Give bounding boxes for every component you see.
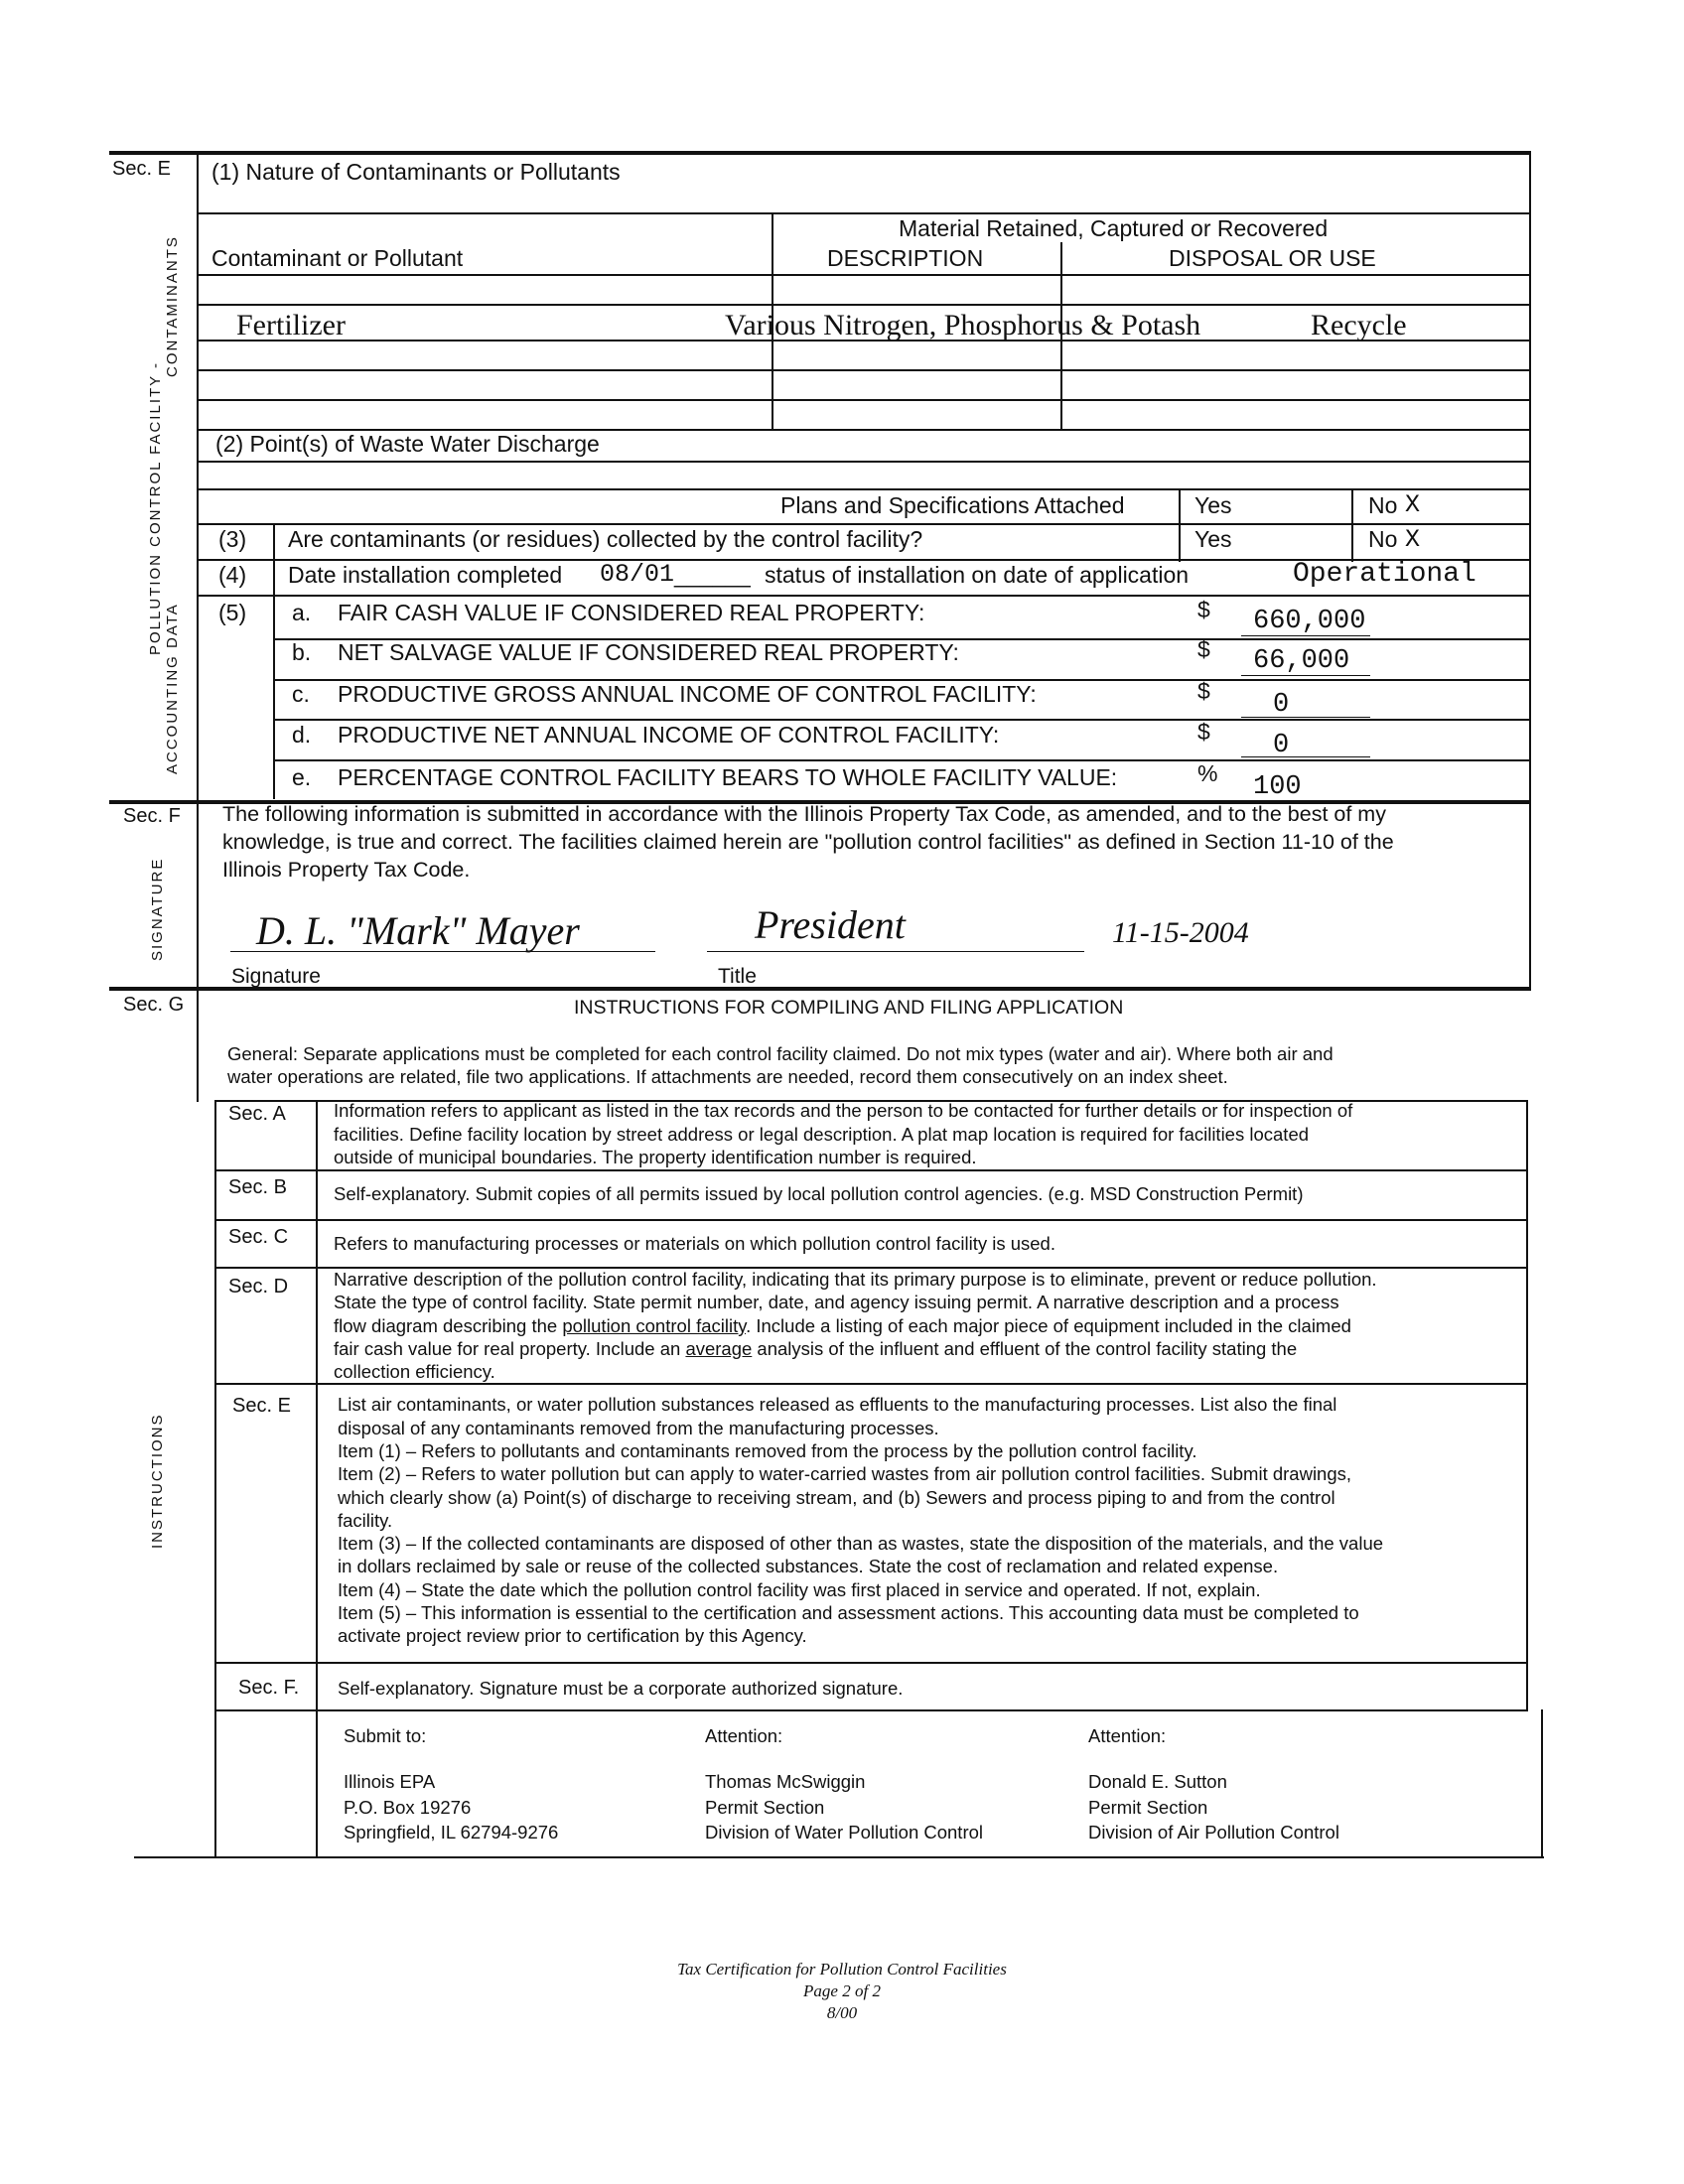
address-air-line-1: Donald E. Sutton [1088, 1771, 1227, 1792]
acct-value-b: 66,000 [1253, 646, 1350, 676]
instr-sec-e-line-1: List air contaminants, or water pollution substances released as effluents to the manufacturing processes. List also the final [338, 1394, 1337, 1415]
sec-e-label: Sec. E [112, 158, 171, 180]
instr-sec-b-label: Sec. B [228, 1176, 287, 1198]
signature-label: Signature [231, 965, 321, 988]
cert-line-2: knowledge, is true and correct. The facilities claimed herein are "pollution control facilities" as defined in Section 11-10 of the [222, 830, 1394, 854]
side-label-pollution-facility: POLLUTION CONTROL FACILITY - [147, 360, 164, 655]
acct-letter-a: a. [292, 600, 312, 625]
acct-symbol-b: $ [1197, 636, 1210, 662]
acct-letter-d: d. [292, 722, 312, 748]
address-air-line-2: Permit Section [1088, 1797, 1208, 1818]
address-epa-line-3: Springfield, IL 62794-9276 [344, 1822, 559, 1843]
instr-sec-e-line-10: Item (5) – This information is essential to the certification and assessment actions. This accounting data must be completed to [338, 1602, 1359, 1623]
acct-label-c: PRODUCTIVE GROSS ANNUAL INCOME OF CONTROL FACILITY: [338, 681, 1037, 707]
side-label-instructions: INSTRUCTIONS [149, 1413, 166, 1549]
acct-label-b: NET SALVAGE VALUE IF CONSIDERED REAL PROPERTY: [338, 639, 959, 665]
address-water-line-1: Thomas McSwiggin [705, 1771, 866, 1792]
side-label-contaminants: CONTAMINANTS [164, 235, 181, 377]
cert-line-3: Illinois Property Tax Code. [222, 858, 471, 882]
instr-sec-a-label: Sec. A [228, 1103, 286, 1125]
footer-form-title: Tax Certification for Pollution Control Facilities [677, 1960, 1007, 1979]
instr-sec-b-line-1: Self-explanatory. Submit copies of all permits issued by local pollution control agencies. (e.g. MSD Construction Permit) [334, 1183, 1304, 1204]
q4-blank: ______ [674, 562, 751, 588]
title-label: Title [718, 965, 757, 988]
instr-sec-e-label: Sec. E [232, 1395, 291, 1417]
q3-no-mark: X [1405, 525, 1421, 554]
instr-sec-e-line-5: which clearly show (a) Point(s) of discharge to receiving stream, and (b) Sewers and process piping to and from the control [338, 1487, 1335, 1508]
date-handwritten: 11-15-2004 [1112, 916, 1249, 949]
plans-label: Plans and Specifications Attached [780, 492, 1125, 518]
side-label-accounting-data: ACCOUNTING DATA [164, 603, 181, 774]
title-handwritten: President [755, 902, 906, 947]
address-water-line-3: Division of Water Pollution Control [705, 1822, 984, 1843]
acct-symbol-c: $ [1197, 678, 1210, 704]
row1-disposal: Recycle [1311, 309, 1407, 341]
item2-title: (2) Point(s) of Waste Water Discharge [215, 431, 600, 457]
address-epa-line-1: Illinois EPA [344, 1771, 436, 1792]
plans-no-mark: X [1405, 490, 1421, 519]
instr-sec-d-line-3: flow diagram describing the pollution control facility. Include a listing of each major piece of equipment included in the claimed [334, 1315, 1351, 1336]
material-header: Material Retained, Captured or Recovered [899, 215, 1329, 241]
acct-value-e: 100 [1253, 772, 1302, 802]
instr-sec-e-line-9: Item (4) – State the date which the pollution control facility was first placed in service and operated. If not, explain. [338, 1579, 1261, 1600]
q4-text-a: Date installation completed [288, 562, 563, 588]
instr-sec-e-line-11: activate project review prior to certification by this Agency. [338, 1625, 807, 1646]
footer-revision: 8/00 [826, 2003, 858, 2022]
q4-status: Operational [1293, 559, 1476, 590]
q5-number: (5) [218, 600, 247, 625]
item1-title: (1) Nature of Contaminants or Pollutants [211, 159, 621, 185]
instr-sec-e-line-2: disposal of any contaminants removed from the manufacturing processes. [338, 1418, 939, 1438]
left-border [197, 151, 199, 802]
instr-sec-d-line-1: Narrative description of the pollution control facility, indicating that its primary purpose is to eliminate, prevent or reduce pollution. [334, 1269, 1377, 1290]
address-air-line-3: Division of Air Pollution Control [1088, 1822, 1339, 1843]
instr-sec-e-line-7: Item (3) – If the collected contaminants are disposed of other than as wastes, state the disposition of the materials, and the value [338, 1533, 1384, 1554]
row1-contaminant: Fertilizer [236, 309, 346, 341]
right-border [1529, 151, 1531, 802]
submit-to-label: Submit to: [344, 1725, 427, 1746]
cert-line-1: The following information is submitted in accordance with the Illinois Property Tax Code, as amended, and to the best of my [222, 802, 1386, 826]
instr-sec-e-line-4: Item (2) – Refers to water pollution but can apply to water-carried wastes from air pollution control facilities. Submit drawings, [338, 1463, 1352, 1484]
q4-text-b: status of installation on date of application [765, 562, 1190, 588]
acct-letter-b: b. [292, 639, 312, 665]
instr-sec-a-line-1: Information refers to applicant as listed in the tax records and the person to be contacted for further details or for inspection of [334, 1100, 1353, 1121]
instr-sec-c-line-1: Refers to manufacturing processes or materials on which pollution control facility is used. [334, 1233, 1055, 1254]
acct-value-d: 0 [1273, 731, 1290, 760]
instructions-title: INSTRUCTIONS FOR COMPILING AND FILING APPLICATION [574, 997, 1124, 1019]
acct-letter-e: e. [292, 764, 312, 790]
q3-number: (3) [218, 526, 247, 552]
instr-sec-e-line-3: Item (1) – Refers to pollutants and contaminants removed from the process by the pollution control facility. [338, 1440, 1197, 1461]
instr-sec-a-line-2: facilities. Define facility location by street address or legal description. A plat map location is required for facilities located [334, 1124, 1310, 1145]
instr-sec-d-line-2: State the type of control facility. State permit number, date, and agency issuing permit. A narrative description and a process [334, 1292, 1339, 1312]
col-description-header: DESCRIPTION [827, 245, 984, 271]
address-epa-line-2: P.O. Box 19276 [344, 1797, 472, 1818]
side-label-signature: SIGNATURE [149, 857, 166, 961]
instr-sec-f-label: Sec. F. [238, 1677, 300, 1699]
acct-symbol-a: $ [1197, 597, 1210, 622]
top-rule [109, 151, 1531, 155]
instr-sec-d-line-5: collection efficiency. [334, 1361, 495, 1382]
instr-sec-e-line-6: facility. [338, 1510, 393, 1531]
attention-label-2: Attention: [1088, 1725, 1167, 1746]
acct-label-d: PRODUCTIVE NET ANNUAL INCOME OF CONTROL FACILITY: [338, 722, 1000, 748]
general-line-2: water operations are related, file two applications. If attachments are needed, record them consecutively on an index sheet. [227, 1066, 1228, 1087]
acct-label-e: PERCENTAGE CONTROL FACILITY BEARS TO WHOLE FACILITY VALUE: [338, 764, 1118, 790]
acct-letter-c: c. [292, 681, 310, 707]
q3-no: No [1368, 526, 1398, 552]
sec-g-label: Sec. G [123, 994, 185, 1016]
general-line-1: General: Separate applications must be completed for each control facility claimed. Do not mix types (water and air). Where both air and [227, 1043, 1333, 1064]
instr-sec-a-line-3: outside of municipal boundaries. The property identification number is required. [334, 1147, 977, 1167]
acct-label-a: FAIR CASH VALUE IF CONSIDERED REAL PROPERTY: [338, 600, 925, 625]
col-contaminant-header: Contaminant or Pollutant [211, 245, 464, 271]
signature-handwritten: D. L. "Mark" Mayer [256, 908, 580, 953]
instr-sec-c-label: Sec. C [228, 1226, 289, 1248]
attention-label-1: Attention: [705, 1725, 783, 1746]
row1-description: Various Nitrogen, Phosphorus & Potash [725, 309, 1201, 341]
address-water-line-2: Permit Section [705, 1797, 825, 1818]
q4-date: 08/01 [600, 560, 675, 589]
q3-yes: Yes [1194, 526, 1232, 552]
col-disposal-header: DISPOSAL OR USE [1169, 245, 1376, 271]
acct-symbol-d: $ [1197, 719, 1210, 745]
q4-number: (4) [218, 562, 247, 588]
acct-symbol-e: % [1197, 760, 1218, 786]
instr-sec-d-label: Sec. D [228, 1276, 289, 1297]
instr-sec-e-line-8: in dollars reclaimed by sale or reuse of the collected substances. State the cost of reclamation and related expense. [338, 1556, 1279, 1576]
sec-f-label: Sec. F [123, 805, 181, 827]
instr-sec-d-line-4: fair cash value for real property. Include an average analysis of the influent and effluent of the control facility stating the [334, 1338, 1298, 1359]
acct-value-c: 0 [1273, 690, 1290, 720]
plans-no: No [1368, 492, 1398, 518]
instr-sec-f-line-1: Self-explanatory. Signature must be a corporate authorized signature. [338, 1678, 904, 1699]
footer-page-number: Page 2 of 2 [803, 1981, 881, 2000]
acct-value-a: 660,000 [1253, 607, 1366, 636]
plans-yes: Yes [1194, 492, 1232, 518]
q3-text: Are contaminants (or residues) collected by the control facility? [288, 526, 923, 552]
